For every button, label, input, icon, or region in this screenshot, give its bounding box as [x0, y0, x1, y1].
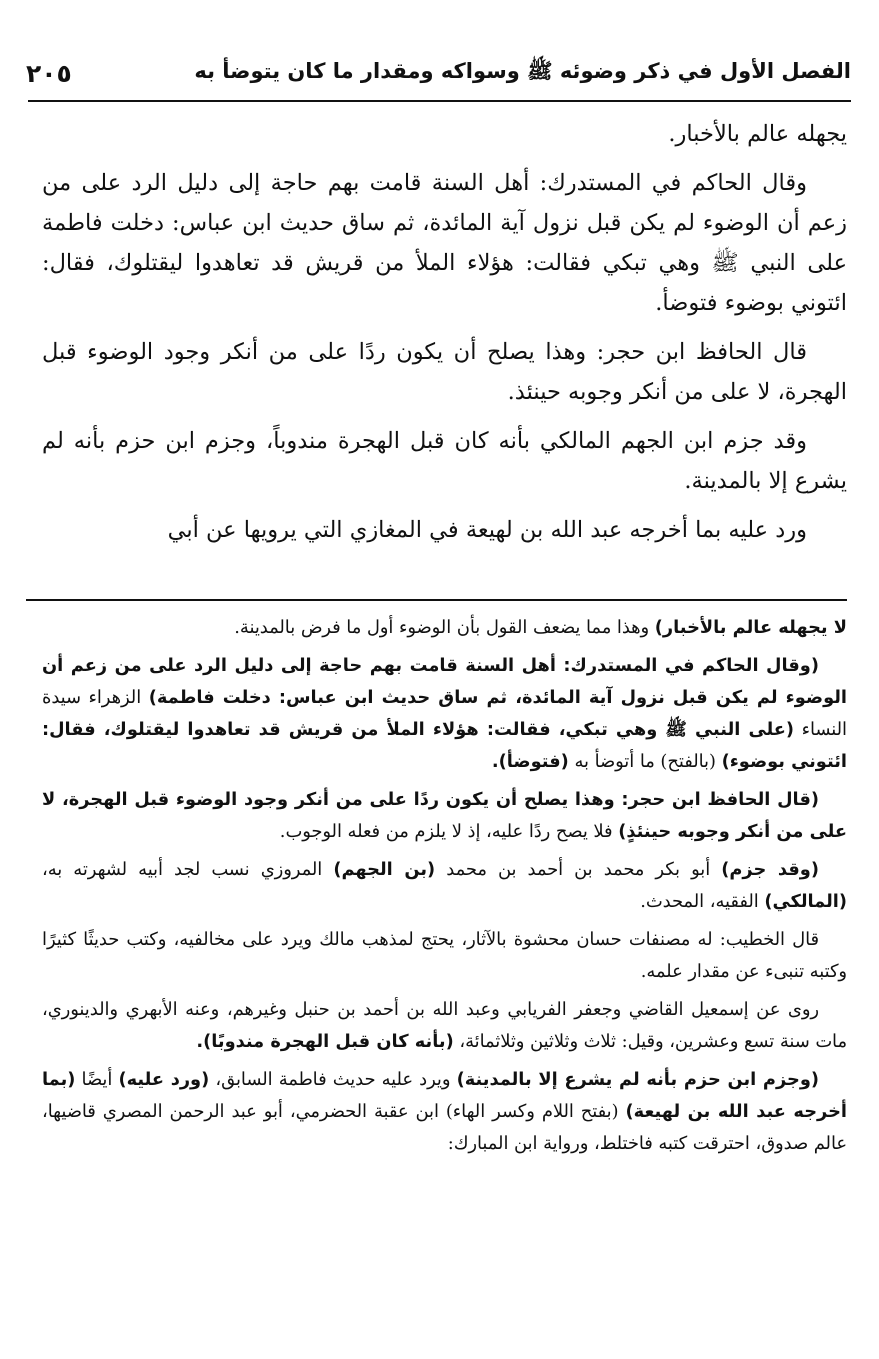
- commentary-text: ويرد عليه حديث فاطمة السابق،: [209, 1069, 457, 1090]
- commentary-text: أيضًا: [75, 1069, 119, 1090]
- commentary-text: (بالفتح) ما أتوضأ به: [568, 751, 722, 772]
- commentary-paragraph-1: [42, 612, 847, 644]
- commentary-paragraph-2: [42, 650, 847, 778]
- commentary-paragraph-4: [42, 854, 847, 918]
- running-header: [26, 52, 851, 94]
- main-paragraph-3: قال الحافظ ابن حجر: وهذا يصلح أن يكون ردًا على من أنكر وجود الوضوء قبل الهجرة، لا على من أنكر وجوبه حينئذ.: [42, 339, 847, 405]
- chapter-title: الفصل الأول في ذكر وضوئه ﷺ وسواكه ومقدار ما كان يتوضأ به: [194, 58, 851, 83]
- main-paragraph-1: يجهله عالم بالأخبار.: [668, 121, 847, 147]
- quoted-text: (وقد جزم): [721, 859, 819, 880]
- commentary-text: فلا يصح ردًا عليه، إذ لا يلزم من فعله الوجوب.: [279, 821, 619, 842]
- header-divider: [28, 100, 851, 102]
- quoted-text: (ورد عليه): [118, 1069, 210, 1090]
- commentary-text: الزهراء سيدة النساء: [42, 687, 847, 740]
- quoted-text: (على النبي ﷺ وهي تبكي، فقالت: هؤلاء الملأ من قريش قد تعاهدوا ليقتلوك، فقال: ائتوني بوضوء): [42, 719, 847, 772]
- quoted-text: (المالكي): [764, 891, 847, 912]
- main-text: [42, 114, 847, 559]
- commentary-text: (بفتح اللام وكسر الهاء) ابن عقبة الحضرمي، أبو عبد الرحمن المصري قاضيها، عالم صدوق، احترقت كتبه فاختلط، ورواية ابن المبارك:: [42, 1101, 847, 1154]
- quoted-text: (فتوضأ).: [491, 751, 569, 772]
- commentary-text: المروزي نسب لجد أبيه لشهرته به،: [42, 859, 334, 880]
- commentary-paragraph-3: [42, 784, 847, 848]
- quoted-text: (بن الجهم): [333, 859, 436, 880]
- quoted-text: (قال الحافظ ابن حجر: وهذا يصلح أن يكون ردًا على من أنكر وجود الوضوء قبل الهجرة، لا على من أنكر وجوبه حينئذٍ): [42, 789, 847, 842]
- commentary-text: قال الخطيب: له مصنفات حسان محشوة بالآثار، يحتج لمذهب مالك ويرد على مخالفيه، وكتب حديثًا كثيرًا وكتبه تنبىء عن مقدار علمه.: [42, 929, 847, 982]
- footnote-divider: [26, 599, 847, 601]
- quoted-text: (بأنه كان قبل الهجرة مندوبًا).: [196, 1031, 454, 1052]
- commentary-text: وهذا مما يضعف القول بأن الوضوء أول ما فرض بالمدينة.: [234, 617, 655, 638]
- quoted-text: (وجزم ابن حزم بأنه لم يشرع إلا بالمدينة): [456, 1069, 819, 1090]
- main-paragraph-5: ورد عليه بما أخرجه عبد الله بن لهيعة في المغازي التي يرويها عن أبي: [167, 517, 807, 543]
- commentary: [42, 612, 847, 1166]
- quoted-text: (بما أخرجه عبد الله بن لهيعة): [42, 1069, 847, 1122]
- commentary-paragraph-5: [42, 924, 847, 988]
- commentary-text: الفقيه، المحدث.: [640, 891, 765, 912]
- main-paragraph-2: وقال الحاكم في المستدرك: أهل السنة قامت بهم حاجة إلى دليل الرد على من زعم أن الوضوء لم يكن قبل نزول آية المائدة، ثم ساق حديث ابن عباس: دخلت فاطمة على النبي ﷺ وهي تبكي فقالت: هؤلاء الملأ من قريش قد تعاهدوا ليقتلوك، فقال: ائتوني بوضوء فتوضأ.: [42, 170, 847, 316]
- commentary-paragraph-6: [42, 994, 847, 1058]
- page-number: ٢٠٥: [26, 58, 72, 88]
- commentary-text: أبو بكر محمد بن أحمد بن محمد: [435, 859, 722, 880]
- commentary-paragraph-7: [42, 1064, 847, 1160]
- main-paragraph-4: وقد جزم ابن الجهم المالكي بأنه كان قبل الهجرة مندوباً، وجزم ابن حزم بأنه لم يشرع إلا بالمدينة.: [42, 428, 847, 494]
- quoted-text: (وقال الحاكم في المستدرك: أهل السنة قامت بهم حاجة إلى دليل الرد على من زعم أن الوضوء لم يكن قبل نزول آية المائدة، ثم ساق حديث ابن عباس: دخلت فاطمة): [42, 655, 847, 708]
- quoted-text: لا يجهله عالم بالأخبار): [654, 617, 847, 638]
- commentary-text: روى عن إسمعيل القاضي وجعفر الفريابي وعبد الله بن أحمد بن حنبل وغيرهم، وعنه الأبهري والدينوري، مات سنة تسع وعشرين، وقيل: ثلاث وثلاثين وثلاثمائة،: [42, 999, 847, 1052]
